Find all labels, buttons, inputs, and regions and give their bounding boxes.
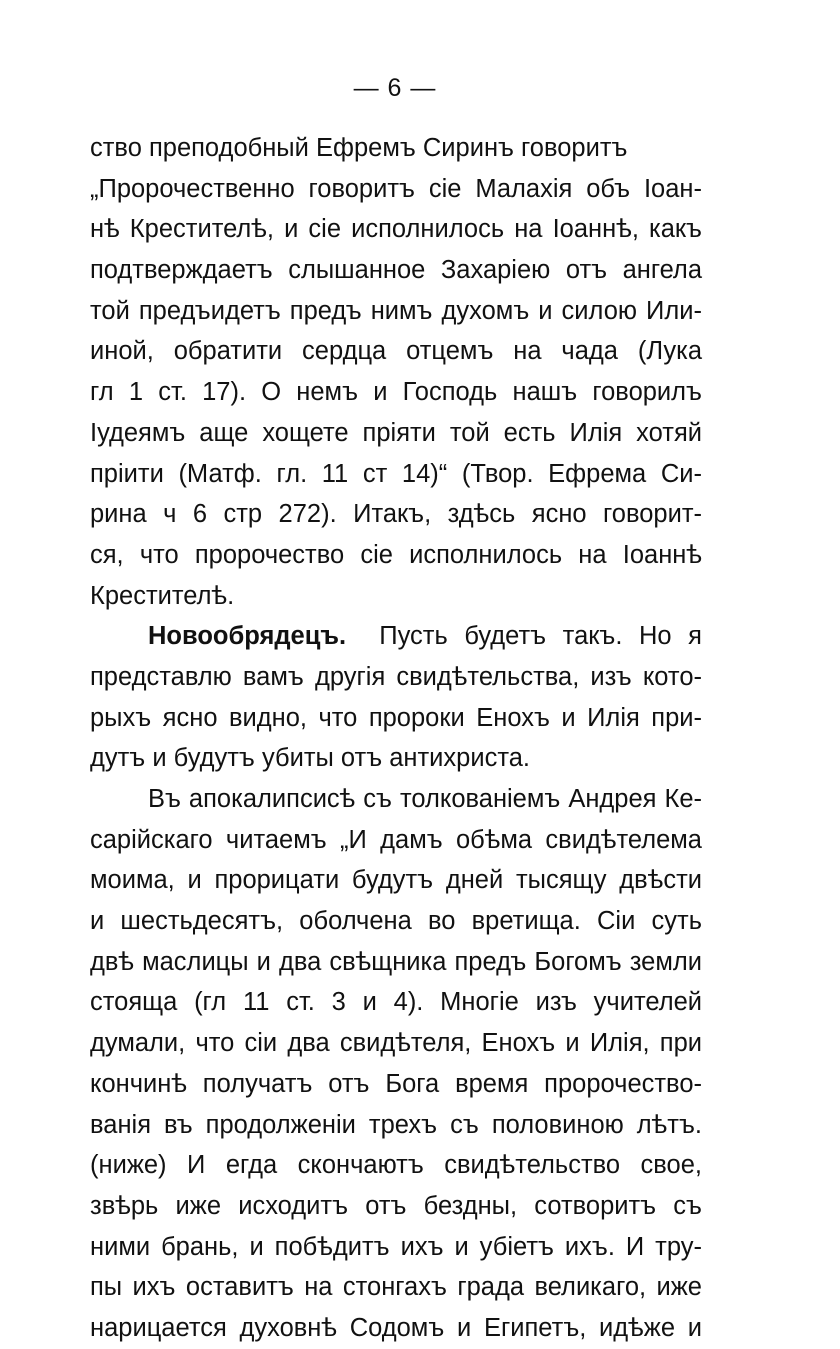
text-line: (ниже) И егда скончаютъ свидѣтельство свое,: [90, 1151, 702, 1180]
speaker-line: [90, 616, 702, 657]
text-line: подтверждаетъ слышанное Захарiею отъ ангела: [90, 256, 702, 285]
body-text: [90, 128, 702, 1349]
text-line: и шестьдесятъ, оболчена во вретища. Сiи суть: [90, 907, 702, 936]
text-line: дутъ и будутъ убиты отъ антихриста.: [90, 744, 531, 773]
text-line: пы ихъ оставитъ на стонгахъ града великаго, иже: [90, 1273, 702, 1302]
text-line: „Пророчественно говоритъ сiе Малахiя объ Iоан-: [90, 174, 702, 203]
text-line: иной, обратити сердца отцемъ на чада (Лука: [90, 337, 702, 366]
text-line: рыхъ ясно видно, что пророки Енохъ и Илiя при-: [90, 703, 702, 732]
text-line: представлю вамъ другiя свидѣтельства, изъ кото-: [90, 662, 702, 691]
text-line: моима, и прорицати будутъ дней тысящу двѣсти: [90, 866, 702, 895]
text-line: Крестителѣ.: [90, 581, 235, 610]
speaker-name: Новообрядецъ.: [148, 622, 347, 651]
text-line: Въ апокалипсисѣ съ толкованiемъ Андрея Ке-: [148, 785, 702, 813]
text-line: ся, что пророчество сiе исполнилось на Iоаннѣ: [90, 540, 702, 569]
text-line: ванiя въ продолженiи трехъ съ половиною лѣтъ.: [90, 1110, 702, 1139]
text-line: думали, что сiи два свидѣтеля, Енохъ и Илiя, при: [90, 1029, 702, 1058]
text-line: двѣ маслицы и два свѣщника предъ Богомъ земли: [90, 947, 702, 976]
text-line: ство преподобный Ефремъ Сиринъ говоритъ: [90, 134, 628, 162]
text-line: нарицается духовнѣ Содомъ и Египетъ, идѣже и: [90, 1313, 702, 1342]
text-line: рина ч 6 стр 272). Итакъ, здѣсь ясно говорит-: [90, 500, 702, 529]
text-line: гл 1 ст. 17). О немъ и Господь нашъ говорилъ: [90, 378, 702, 407]
speaker-continuation: Пусть будетъ такъ. Но я: [379, 622, 702, 651]
text-line: кончинѣ получатъ отъ Бога время пророчество-: [90, 1069, 702, 1098]
text-line: звѣрь иже исходитъ отъ бездны, сотворитъ съ: [90, 1191, 702, 1220]
text-line: нѣ Крестителѣ, и сiе исполнилось на Iоаннѣ, какъ: [90, 215, 702, 244]
text-line: сарiйскаго читаемъ „И дамъ обѣма свидѣтелема: [90, 825, 702, 854]
text-line: стояща (гл 11 ст. 3 и 4). Многiе изъ учителей: [90, 988, 702, 1017]
text-line: Iудеямъ аще хощете прiяти той есть Илiя хотяй: [90, 418, 702, 447]
text-line: той предъидетъ предъ нимъ духомъ и силою Или-: [90, 296, 702, 325]
page-number: — 6 —: [353, 74, 437, 102]
text-line: ними брань, и побѣдитъ ихъ и убiетъ ихъ. И тру-: [90, 1232, 702, 1261]
text-line: прiити (Матф. гл. 11 ст 14)“ (Твор. Ефрема Си-: [90, 459, 702, 488]
